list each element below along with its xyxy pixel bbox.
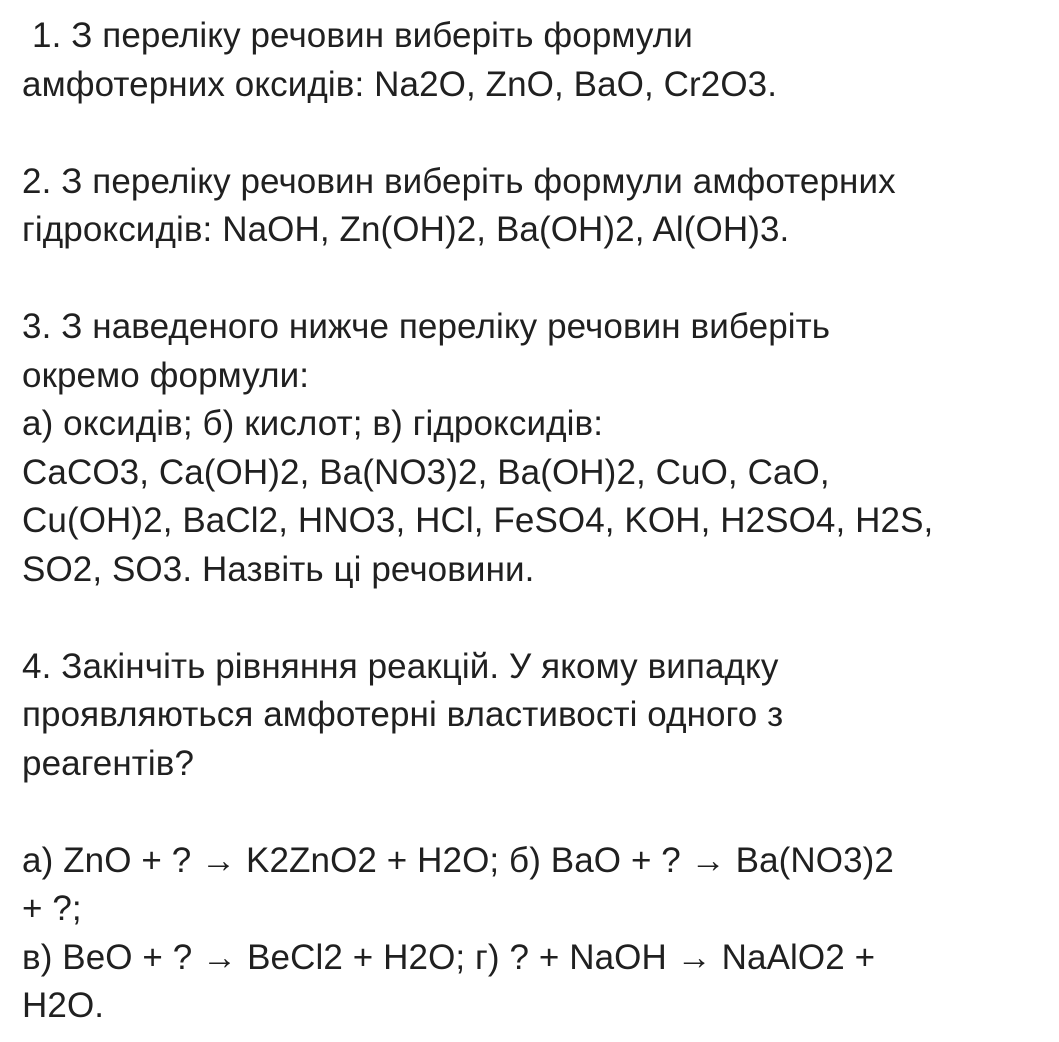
task-4-line-3: реагентів? [22,743,195,783]
task-3-line-5: Cu(OH)2, BaCl2, HNO3, HCl, FeSO4, KOH, H2SO4, H2S, [22,501,934,540]
task-3 [22,303,1042,594]
document-text [22,12,1042,1031]
task-4-equations [22,837,1042,1031]
task-2 [22,158,1042,255]
equation-line-2: + ?; [22,889,82,928]
task-4-line-2: проявляються амфотерні властивості одного з [22,695,784,734]
task-1 [22,12,1042,109]
task-1-line-2: амфотерних оксидів: Na2O, ZnO, BaO, Cr2O3. [22,64,778,104]
task-3-line-2: окремо формули: [22,355,310,395]
task-3-line-1: 3. З наведеного нижче переліку речовин виберіть [22,307,831,346]
task-3-line-3: а) оксидів; б) кислот; в) гідроксидів: [22,404,604,443]
task-4-line-1: 4. Закінчіть рівняння реакцій. У якому випадку [22,646,779,686]
equation-line-1: а) ZnO + ? → K2ZnO2 + H2O; б) BaO + ? → Ba(NO3)2 [22,840,894,880]
equation-line-4: H2O. [22,986,105,1025]
equation-line-3: в) BeO + ? → BeCl2 + H2O; г) ? + NaOH → NaAlO2 + [22,937,876,977]
task-3-line-6: SO2, SO3. Назвіть ці речовини. [22,549,535,589]
task-2-line-1: 2. З переліку речовин виберіть формули амфотерних [22,161,896,201]
task-1-line-1: 1. З переліку речовин виберіть формули [32,16,693,55]
task-4 [22,643,1042,1031]
task-3-line-4: CaCO3, Ca(OH)2, Ba(NO3)2, Ba(OH)2, CuO, CaO, [22,452,830,492]
task-2-line-2: гідроксидів: NaOH, Zn(OH)2, Ba(OH)2, Al(OH)3. [22,210,790,249]
